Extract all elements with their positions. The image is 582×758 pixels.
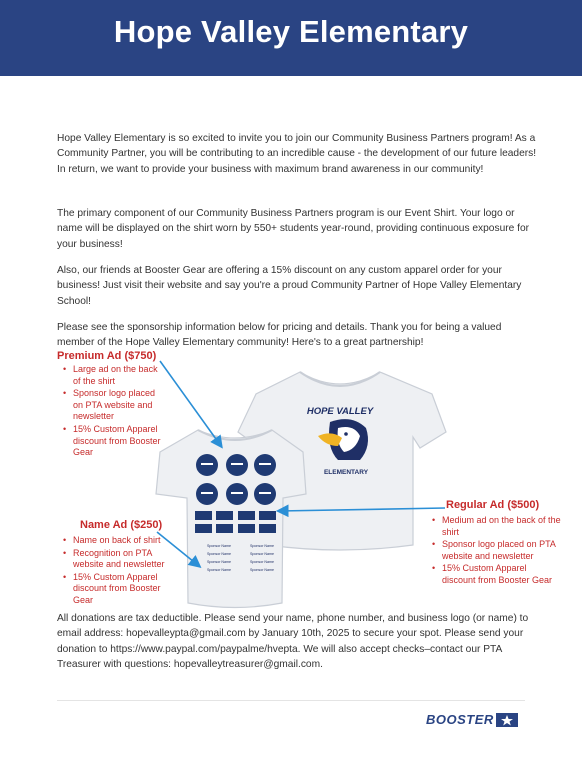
- name-ad-label: Sponsor Name: [250, 544, 274, 548]
- intro-paragraph-3: Also, our friends at Booster Gear are offering a 15% discount on any custom apparel order for your business! Just visit their website and say you're a proud Community Partner of Hope Valley Elementary School!: [57, 265, 522, 307]
- booster-logo: [426, 712, 518, 727]
- regular-ad-title: Regular Ad ($500): [446, 499, 540, 511]
- name-ad-title: Name Ad ($250): [80, 519, 163, 531]
- name-ad-label: Sponsor Name: [250, 552, 274, 556]
- regular-ad-list: [432, 515, 562, 588]
- booster-logo-text: BOOSTER: [426, 712, 494, 727]
- list-item: • Recognition on PTA website and newsletter: [63, 548, 181, 571]
- shirt-text-top: HOPE VALLEY: [306, 406, 374, 417]
- list-item: • Sponsor logo placed on PTA website and newsletter: [432, 539, 562, 562]
- name-ad-label: Sponsor Name: [250, 568, 274, 572]
- star-flag-icon: [496, 713, 518, 727]
- intro-paragraph-4: Please see the sponsorship information below for pricing and details. Thank you for being a valued member of the Hope Valley Elementary community! Here's to a great partnership!: [57, 322, 502, 349]
- premium-arrow: [160, 361, 221, 446]
- list-item: • 15% Custom Apparel discount from Booster Gear: [432, 563, 562, 586]
- closing-paragraph: All donations are tax deductible. Please send your name, phone number, and business logo (or name) to email address: hopevalleypta@gmail.com by January 10th, 2025 to secure your spot. Please send your donation to https://www.paypal.com/paypalme/hvepta. We will also accept checks–contact our PTA Treasurer with questions: hopevalleytreasurer@gmail.com.: [57, 613, 529, 670]
- list-item: • Medium ad on the back of the shirt: [432, 515, 562, 538]
- name-ad-label: Sponsor Name: [207, 560, 231, 564]
- name-ad-label: Sponsor Name: [207, 568, 231, 572]
- list-item: • Large ad on the back of the shirt: [63, 364, 163, 387]
- list-item: • Sponsor logo placed on PTA website and newsletter: [63, 388, 163, 423]
- list-item: • Name on back of shirt: [63, 535, 181, 547]
- name-ad-label: Sponsor Name: [207, 552, 231, 556]
- shirt-text-bottom: ELEMENTARY: [323, 469, 369, 476]
- name-ad-list: [63, 535, 181, 608]
- name-ad-label: Sponsor Name: [207, 544, 231, 548]
- page-title: Hope Valley Elementary: [113, 14, 469, 49]
- list-item: • 15% Custom Apparel discount from Booster Gear: [63, 572, 181, 607]
- intro-paragraph-2: The primary component of our Community Business Partners program is our Event Shirt. Your logo or name will be displayed on the shirt worn by 550+ students year-round, providing continuous exposure for your business!: [57, 208, 530, 250]
- premium-ad-list: [63, 364, 163, 460]
- footer-divider: [57, 700, 525, 701]
- name-ad-label: Sponsor Name: [250, 560, 274, 564]
- list-item: • 15% Custom Apparel discount from Booster Gear: [63, 424, 163, 459]
- premium-ad-title: Premium Ad ($750): [57, 350, 157, 362]
- intro-paragraph-1: Hope Valley Elementary is so excited to invite you to join our Community Business Partners program! As a Community Partner, you will be contributing to an incredible cause - the development of our future leaders! In return, we want to provide your business with maximum brand awareness in our community!: [57, 133, 537, 175]
